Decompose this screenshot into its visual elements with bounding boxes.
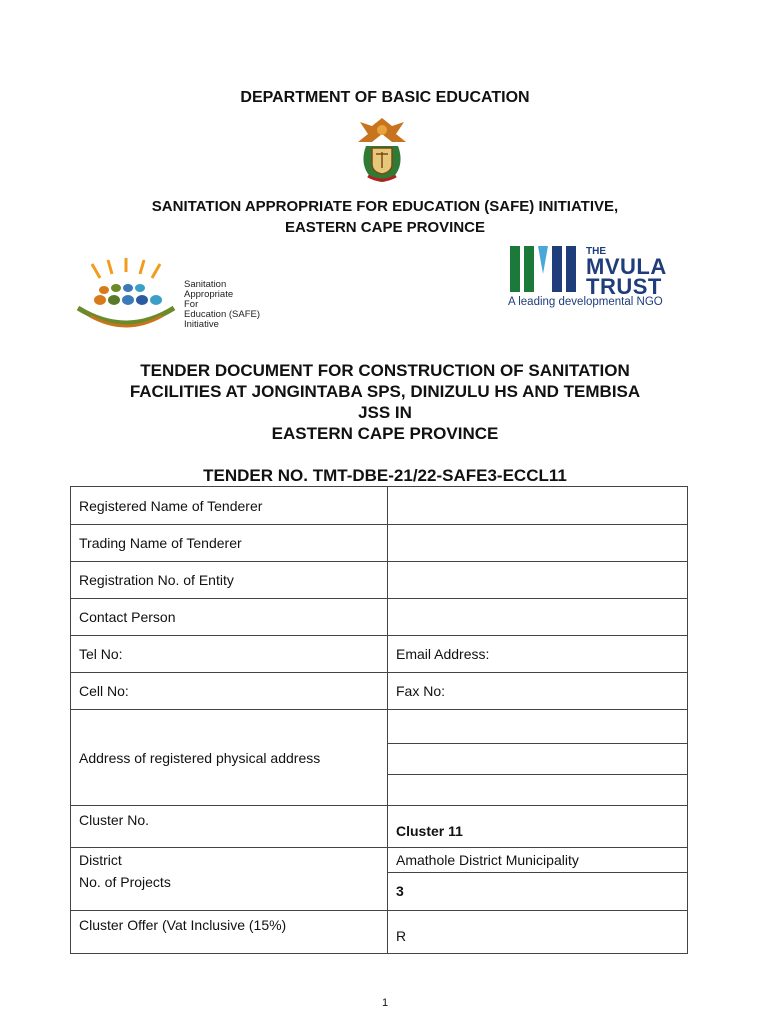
- table-row: [71, 911, 688, 954]
- initiative-title-line2: EASTERN CAPE PROVINCE: [284, 219, 486, 236]
- address-line-1-field[interactable]: [388, 710, 688, 744]
- safe-logo-line1: Sanitation: [184, 279, 227, 290]
- address-label: Address of registered physical address: [71, 710, 388, 806]
- offer-label: Cluster Offer (Vat Inclusive (15%): [71, 911, 388, 954]
- contact-person-field[interactable]: [388, 599, 688, 636]
- safe-logo-line3: For: [184, 299, 199, 310]
- cell-no-field[interactable]: Cell No:: [71, 673, 388, 710]
- table-row: [71, 710, 688, 744]
- mvula-trust-logo: [508, 242, 678, 317]
- tender-number: TENDER NO. TMT-DBE-21/22-SAFE3-ECCL11: [203, 466, 567, 485]
- coat-of-arms-icon: [350, 112, 414, 184]
- table-row: [71, 525, 688, 562]
- district-value: Amathole District Municipality: [388, 848, 688, 873]
- mvula-logo-mvula: MVULA: [586, 254, 667, 279]
- initiative-title-line1: SANITATION APPROPRIATE FOR EDUCATION (SAFE) INITIATIVE,: [151, 198, 619, 215]
- safe-initiative-logo: [70, 258, 280, 338]
- projects-value: 3: [388, 872, 688, 911]
- district-label: District: [71, 848, 388, 873]
- department-title: DEPARTMENT OF BASIC EDUCATION: [240, 89, 530, 106]
- table-row: [71, 848, 688, 873]
- table-row: [71, 872, 688, 911]
- table-row: [71, 487, 688, 525]
- mvula-logo-trust: TRUST: [586, 274, 662, 299]
- address-line-2-field[interactable]: [388, 744, 688, 775]
- page-number: 1: [381, 997, 389, 1009]
- tender-title-line4: EASTERN CAPE PROVINCE: [271, 424, 499, 443]
- email-field[interactable]: Email Address:: [388, 636, 688, 673]
- initiative-title: [0, 196, 770, 238]
- safe-emblem-icon: [70, 258, 182, 338]
- tender-title-line1: TENDER DOCUMENT FOR CONSTRUCTION OF SANITATION: [140, 361, 630, 380]
- offer-value-field[interactable]: R: [388, 911, 688, 954]
- tender-title: [0, 360, 770, 444]
- cluster-label: Cluster No.: [71, 806, 388, 848]
- trading-name-field[interactable]: [388, 525, 688, 562]
- registered-name-label: Registered Name of Tenderer: [71, 487, 388, 525]
- tel-no-field[interactable]: Tel No:: [71, 636, 388, 673]
- table-row: [71, 673, 688, 710]
- tenderer-details-table: [70, 486, 688, 954]
- registration-no-label: Registration No. of Entity: [71, 562, 388, 599]
- trading-name-label: Trading Name of Tenderer: [71, 525, 388, 562]
- tender-title-line2: FACILITIES AT JONGINTABA SPS, DINIZULU HS AND TEMBISA: [129, 382, 641, 401]
- address-line-3-field[interactable]: [388, 775, 688, 806]
- tender-title-line3: JSS IN: [358, 403, 412, 422]
- registration-no-field[interactable]: [388, 562, 688, 599]
- safe-logo-text: [184, 280, 260, 330]
- safe-logo-line5: Initiative: [184, 319, 219, 330]
- contact-person-label: Contact Person: [71, 599, 388, 636]
- mvula-logo-tagline: A leading developmental NGO: [508, 296, 663, 308]
- registered-name-field[interactable]: [388, 487, 688, 525]
- mvula-emblem-icon: [508, 242, 584, 296]
- safe-logo-line2: Appropriate: [184, 289, 234, 300]
- safe-logo-line4: Education (SAFE): [184, 309, 261, 320]
- cluster-value: Cluster 11: [388, 806, 688, 848]
- table-row: [71, 806, 688, 848]
- table-row: [71, 599, 688, 636]
- projects-label: No. of Projects: [71, 872, 388, 911]
- mvula-logo-the: THE: [586, 246, 606, 257]
- table-row: [71, 636, 688, 673]
- fax-no-field[interactable]: Fax No:: [388, 673, 688, 710]
- table-row: [71, 562, 688, 599]
